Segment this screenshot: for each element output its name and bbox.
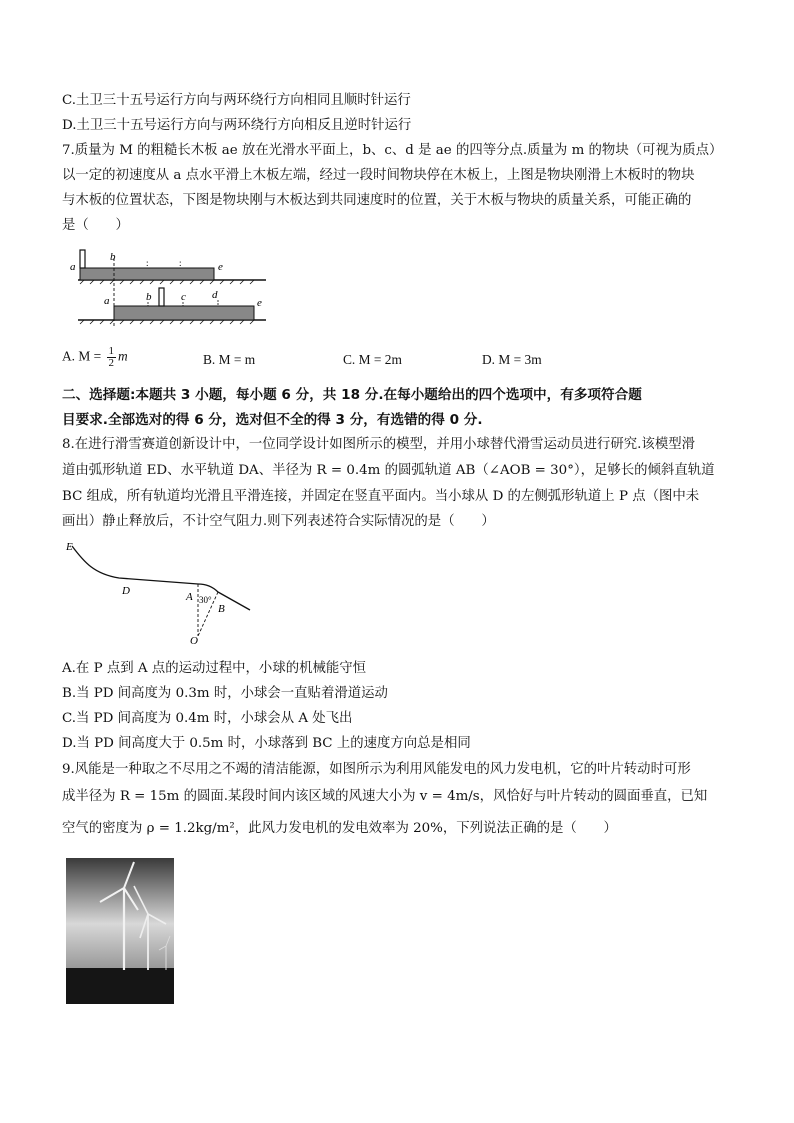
q7-option-d: D. M = 3m [482, 352, 542, 367]
svg-text:a: a [104, 295, 110, 307]
board-top [80, 268, 214, 280]
q7-stem-line-1: 7.质量为 M 的粗糙长木板 ae 放在光滑水平面上，b、c、d 是 ae 的四等分点.质量为 m 的物块（可视为质点） [62, 143, 723, 158]
q7-stem-line-2: 以一定的初速度从 a 点水平滑上木板左端，经过一段时间物块停在木板上，上图是物块刚滑上木板时的物块 [62, 168, 695, 183]
section-2-header-line-1: 二、选择题:本题共 3 小题，每小题 6 分，共 18 分.在每小题给出的四个选项中，有多项符合题 [62, 387, 642, 403]
q7-stem-line-3: 与木板的位置状态，下图是物块刚与木板达到共同速度时的位置，关于木板与物块的质量关系，可能正确的 [62, 193, 692, 208]
svg-text:A: A [186, 591, 193, 603]
svg-text:d: d [212, 289, 218, 301]
q7-stem-line-4: 是（ ） [62, 218, 129, 233]
q6-option-c: C.土卫三十五号运行方向与两环绕行方向相同且顺时针运行 [62, 93, 411, 108]
q9-stem-line-1: 9.风能是一种取之不尽用之不竭的清洁能源，如图所示为利用风能发电的风力发电机，它的叶片转动时可形 [62, 762, 691, 777]
q8-figure [64, 540, 254, 648]
q8-stem-line-4: 画出）静止释放后，不计空气阻力.则下列表述符合实际情况的是（ ） [62, 514, 495, 529]
q7-figure [66, 246, 276, 330]
svg-text:B: B [218, 603, 225, 615]
svg-text::: : [179, 258, 182, 268]
svg-text::: : [146, 258, 149, 268]
section-2-header-line-2: 目要求.全部选对的得 6 分，选对但不全的得 3 分，有选错的得 0 分. [62, 412, 483, 428]
svg-text:a: a [70, 261, 76, 273]
q6-option-d: D.土卫三十五号运行方向与两环绕行方向相反且逆时针运行 [62, 118, 412, 133]
track-ed [72, 546, 198, 584]
svg-text:E: E [66, 541, 73, 553]
svg-text:e: e [218, 261, 223, 273]
svg-text:30°: 30° [199, 595, 212, 605]
q9-stem-line-2: 成半径为 R = 15m 的圆面.某段时间内该区域的风速大小为 v = 4m/s，风恰好与叶片转动的圆面垂直，已知 [62, 789, 708, 804]
track-ab [198, 584, 218, 592]
q7-option-a: A. M = $\frac{1}{2}$ m [62, 345, 128, 369]
board-bottom [114, 306, 254, 320]
q7-option-b: B. M = m [203, 352, 256, 367]
q8-stem-line-1: 8.在进行滑雪赛道创新设计中，一位同学设计如图所示的模型，并用小球替代滑雪运动员进行研究.该模型滑 [62, 437, 695, 452]
q8-option-a: A.在 P 点到 A 点的运动过程中，小球的机械能守恒 [62, 661, 367, 676]
q8-option-b: B.当 PD 间高度为 0.3m 时，小球会一直贴着滑道运动 [62, 686, 388, 701]
block-top [80, 250, 85, 268]
q8-option-c: C.当 PD 间高度为 0.4m 时，小球会从 A 处飞出 [62, 711, 353, 726]
q8-option-d: D.当 PD 间高度大于 0.5m 时，小球落到 BC 上的速度方向总是相同 [62, 736, 471, 751]
svg-text:e: e [257, 297, 262, 309]
svg-text:b: b [110, 251, 116, 263]
wind-turbine-photo [66, 858, 174, 1004]
q8-stem-line-3: BC 组成，所有轨道均光滑且平滑连接，并固定在竖直平面内。当小球从 D 的左侧弧形轨道上 P 点（图中未 [62, 489, 700, 504]
q9-stem-line-3: 空气的密度为 ρ = 1.2kg/m²，此风力发电机的发电效率为 20%，下列说法正确的是（ ） [62, 821, 617, 836]
svg-text:c: c [181, 291, 186, 303]
q8-stem-line-2: 道由弧形轨道 ED、水平轨道 DA、半径为 R = 0.4m 的圆弧轨道 AB（∠AOB = 30°），足够长的倾斜直轨道 [62, 463, 715, 478]
svg-text:O: O [190, 635, 198, 647]
svg-text:b: b [146, 291, 152, 303]
block-bottom [159, 288, 164, 306]
svg-text:D: D [122, 585, 130, 597]
q7-option-c: C. M = 2m [343, 352, 402, 367]
